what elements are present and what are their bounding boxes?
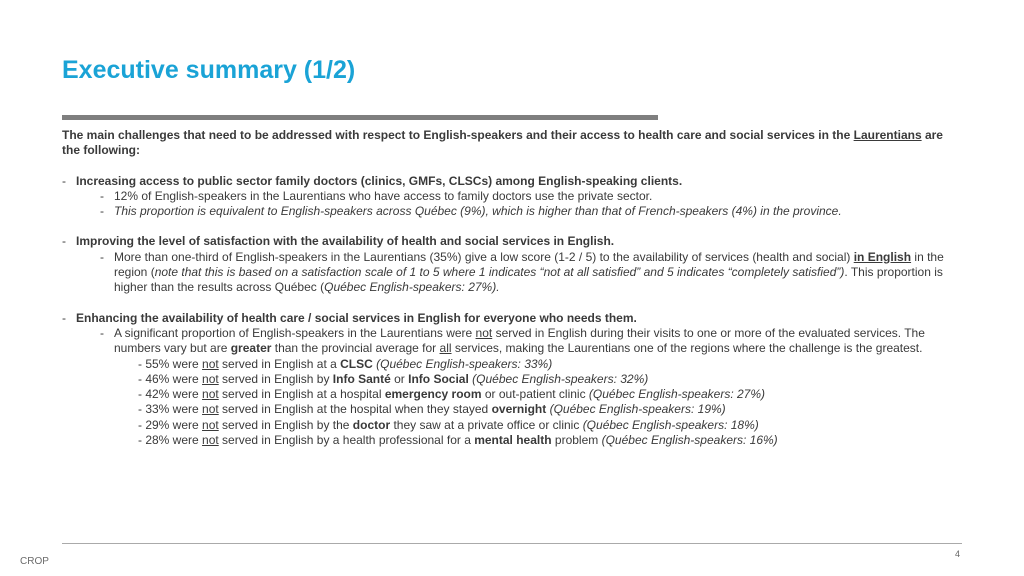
- section-availability: [62, 311, 962, 449]
- bullet-note-italic: Québec English-speakers: 27%).: [324, 280, 500, 295]
- bullet-item: [62, 189, 962, 204]
- emphasis-all: all: [439, 341, 452, 356]
- dash-marker: -: [100, 325, 104, 340]
- summary-content: [62, 128, 962, 448]
- stat-item: - 42% were not served in English at a hospital emergency room or out-patient clinic (Québec English-speakers: 27%): [138, 387, 766, 402]
- brand-logo-text: CROP: [20, 556, 49, 567]
- bullet-text: than the provincial average for: [271, 341, 440, 356]
- stat-item: - 55% were not served in English at a CLSC (Québec English-speakers: 33%): [138, 356, 553, 371]
- section-heading-text: Increasing access to public sector family doctors (clinics, GMFs, CLSCs) among English-speaking clients.: [76, 173, 683, 188]
- bullet-text: in the region (: [114, 249, 944, 280]
- bullet-note-italic: note that this is based on a satisfaction scale of 1 to 5 where 1 indicates “not at all satisfied” and 5 indicates “completely satisfied”): [154, 265, 845, 280]
- section-heading: [62, 234, 962, 249]
- dash-marker: -: [100, 188, 104, 203]
- page-title: Executive summary (1/2): [62, 56, 356, 84]
- stat-item: - 29% were not served in English by the doctor they saw at a private office or clinic (Québec English-speakers: 18%): [138, 417, 759, 432]
- bullet-text: services, making the Laurentians one of the regions where the challenge is the greatest.: [451, 341, 923, 356]
- bullet-text-italic: This proportion is equivalent to English-speakers across Québec (9%), which is higher than that of French-speakers (4%) in the province.: [114, 204, 842, 219]
- section-satisfaction: [62, 234, 962, 295]
- bullet-item: [62, 250, 962, 296]
- intro-underlined-region: Laurentians: [853, 128, 922, 142]
- stat-item: - 33% were not served in English at the hospital when they stayed overnight (Québec English-speakers: 19%): [138, 402, 726, 417]
- bullet-text: A significant proportion of English-speakers in the Laurentians were: [114, 325, 476, 340]
- bullet-text: . This proportion is higher than the results across Québec (: [114, 265, 943, 295]
- stat-item: - 46% were not served in English by Info Santé or Info Social (Québec English-speakers: 32%): [138, 371, 649, 386]
- section-heading-text: Enhancing the availability of health care / social services in English for everyone who needs them.: [76, 310, 637, 325]
- emphasis-not: not: [475, 325, 493, 340]
- dash-marker: -: [62, 173, 66, 188]
- dash-marker: -: [100, 249, 104, 264]
- section-heading: [62, 311, 962, 326]
- section-heading-text: Improving the level of satisfaction with the availability of health and social services in English.: [76, 234, 615, 249]
- intro-text: The main challenges that need to be addressed with respect to English-speakers and their access to health care and social services in the: [62, 128, 854, 142]
- bullet-item: [62, 326, 962, 357]
- emphasis-in-english: in English: [853, 249, 912, 264]
- emphasis-greater: greater: [230, 341, 272, 356]
- intro-text-end: are the following:: [62, 128, 943, 158]
- dash-marker: -: [62, 234, 66, 249]
- page-number: 4: [955, 549, 961, 559]
- section-heading: [62, 174, 962, 189]
- section-family-doctors: [62, 174, 962, 220]
- bullet-text: 12% of English-speakers in the Laurentians who have access to family doctors use the private sector.: [114, 188, 653, 203]
- intro-paragraph: [62, 128, 962, 159]
- stat-item: - 28% were not served in English by a health professional for a mental health problem (Québec English-speakers: 16%): [138, 433, 778, 448]
- title-underline-bar: [62, 115, 658, 120]
- dash-marker: -: [100, 204, 104, 219]
- bullet-text: More than one-third of English-speakers in the Laurentians (35%) give a low score (1-2 / 5) to the availability of services (health and social): [114, 249, 854, 264]
- footer-divider: [62, 543, 962, 544]
- bullet-text: served in English during their visits to one or more of the evaluated services. The numbers vary but are: [114, 325, 925, 356]
- bullet-item: [62, 204, 962, 219]
- dash-marker: -: [62, 310, 66, 325]
